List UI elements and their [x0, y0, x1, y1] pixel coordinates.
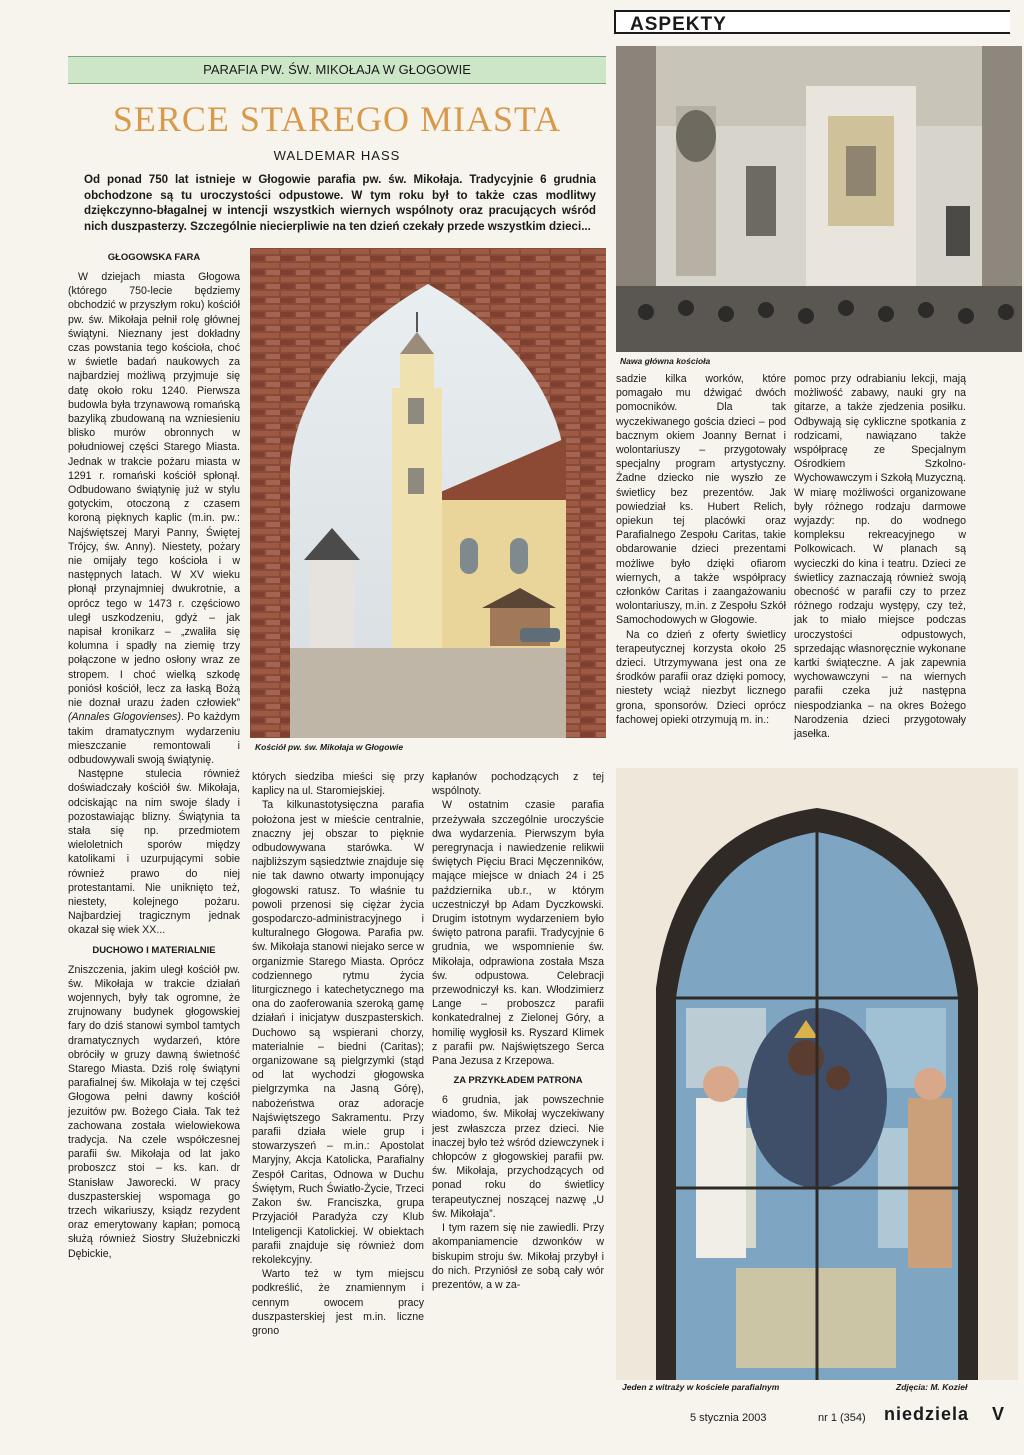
paragraph: których siedziba mieści się przy kaplicy na ul. Staromiejskiej.: [252, 771, 424, 798]
footer-magazine: niedziela: [884, 1404, 970, 1424]
parish-bar: PARAFIA PW. ŚW. MIKOŁAJA W GŁOGOWIE: [68, 56, 606, 84]
paragraph: kapłanów pochodzących z tej wspólnoty.: [432, 771, 604, 798]
stained-glass-image: [616, 768, 1018, 1380]
footer-page: V: [992, 1404, 1006, 1424]
church-exterior-photo: [250, 248, 606, 738]
column-1: [68, 245, 240, 1261]
paragraph: sadzie kilka worków, które pomagało mu dźwigać dwóch pomocników. Dla tak wyczekiwanego gościa dzieci – pod bacznym okiem Joanny Bernat i wolontariuszy – przygotowały specjalny program artystyczny. Żadne dziecko nie wyszło ze świetlicy bez prezentów. Jak powiedział ks. Hubert Relich, opiekun tej placówki oraz Parafialnego Zespołu Caritas, takie obdarowanie dzieci prezentami możliwe było dzięki ofiarom wiernych, a także współpracy członków Caritas i zaangażowaniu wolontariuszy, m.in. z Zespołu Szkół Samochodowych w Głogowie.: [616, 373, 786, 627]
stained-glass-photo: [616, 768, 1018, 1380]
paragraph: Zniszczenia, jakim uległ kościół pw. św. Mikołaja w trakcie działań wojennych, były tak ogromne, że zrujnowany budynek głogowskiej fary do dziś stanowi symbol tamtych dramatycznych wydarzeń, które obróciły w gruzy dawną świetność Starego Miasta. Dziś rolę świątyni parafialnej św. Mikołaja w tej części Głogowa pełni dawny kościół jezuitów pw. Bożego Ciała. Tak też zachowana została wielowiekowa tradycja. Na czele współczesnej parafii św. Mikołaja od lat jako proboszcz stoi – ks. kan. dr Stanisław Jaworecki. W pracy duszpasterskiej wspomaga go trzech wikariuszy, ksiądz rezydent oraz emerytowany kapłan; pomocą służą również Siostry Służebniczki Dębickie,: [68, 963, 240, 1260]
footer-issue: nr 1 (354): [818, 1412, 866, 1424]
paragraph: Ta kilkunastotysięczna parafia położona jest w mieście centralnie, znaczny jej obszar to pięknie odbudowywana starówka. W najbliższym sąsiedztwie znajduje się nie tak dawno otwarty imponujący głogowski ratusz. To właśnie tu powoli przenosi się ciężar życia gospodarczo-administracyjnego i kulturalnego Głogowa. Parafia pw. św. Mikołaja stanowi niejako serce w organizmie Starego Miasta. Oprócz codziennego rytmu życia liturgicznego i katechetycznego ma ona do zaoferowania szeroką gamę działań i inicjatyw duszpasterskich. Duchowo są wspierani chorzy, materialnie – biedni (Caritas); organizowane są pielgrzymki (stąd od lat wychodzi głogowska pielgrzymka na Jasną Górę), nabożeństwa oraz adoracje Najświętszego Sakramentu. Przy parafii działa wiele grup i stowarzyszeń – m.in.: Apostolat Maryjny, Akcja Katolicka, Parafialny Zespół Caritas, Odnowa w Duchu Świętym, Ruch Światło-Życie, Trzeci Zakon św. Franciszka, grupa Przyjaciół Paradyża czy Klub Inteligencji Katolickiej. W obiektach parafii znajduje się również dom rekolekcyjny.: [252, 799, 424, 1266]
nave-photo: [616, 46, 1022, 352]
author-byline: WALDEMAR HASS: [273, 148, 401, 163]
paragraph: W ostatnim czasie parafia przeżywała szczególnie uroczyście dwa wydarzenia. Pierwszym była peregrynacja i nawiedzenie relikwii świętych Pięciu Braci Męczenników, mające miejsce w dniach 24 i 25 października ub.r., w którym uczestniczył bp Adam Dyczkowski. Drugim istotnym wydarzeniem było święto patrona parafii. Tradycyjnie 6 grudnia, we wspomnienie św. Mikołaja, odprawiona została Msza św. odpustowa. Celebracji przewodniczył ks. kan. Włodzimierz Lange – proboszcz parafii konkatedralnej z Zielonej Góry, a homilię wygłosił ks. Ryszard Klimek z parafii pw. Najświętszego Serca Pana Jezusa z Krzepowa.: [432, 799, 604, 1068]
photo-credit: Zdjęcia: M. Kozieł: [896, 1382, 968, 1392]
paragraph: Na co dzień z oferty świetlicy terapeutycznej korzysta około 25 dzieci. Utrzymywana jest ona ze środków parafii oraz dzięki pomocy, niestety wciąż niezbyt licznego grona, sponsorów. Dzieci oprócz fachowej opieki otrzymują m. in.:: [616, 628, 786, 726]
column-4: [616, 372, 786, 727]
paragraph: Warto też w tym miejscu podkreślić, że znamiennym i cennym owocem pracy duszpasterskiej jest m.in. liczne grono: [252, 1268, 424, 1337]
subhead-duchowo: DUCHOWO I MATERIALNIE: [92, 944, 216, 956]
article-lead: Od ponad 750 lat istnieje w Głogowie parafia pw. św. Mikołaja. Tradycyjnie 6 grudnia obchodzone są tu uroczystości odpustowe. W tym roku był to także czas modlitwy dziękczynno-błagalnej w intencji wszystkich wiernych wspólnoty oraz pracujących wśród nich duszpasterzy. Szczególnie niecierpliwie na ten dzień czekały przede wszystkim dzieci...: [84, 173, 596, 233]
column-2: [252, 770, 424, 1338]
column-3: [432, 770, 604, 1292]
paragraph: Następne stulecia również doświadczały kościół św. Mikołaja, odciskając na nim swoje ślady i pozostawiając blizny. Świątynia ta stała się np. przedmiotem wieloletnich sporów między katolikami i uzurpującymi sobie również prawo do niej protestantami. Nie uniknięto też, niestety, kolejnego pożaru. Najbardziej tragicznym jednak okazał się wiek XX...: [68, 768, 240, 937]
column-5: [794, 372, 966, 741]
paragraph: I tym razem się nie zawiedli. Przy akompaniamencie dzwonków w biskupim stroju św. Mikołaj przybył i do nich. Przyniósł ze sobą cały wór prezentów, a w za-: [432, 1222, 604, 1291]
caption-stained-glass: Jeden z witraży w kościele parafialnym: [622, 1382, 780, 1392]
paragraph: W dziejach miasta Głogowa (którego 750-lecie będziemy obchodzić w przyszłym roku) kościół pw. św. Mikołaja pełnił rolę głównej świątyni. Nieznany jest dokładny czas powstania tego kościoła, choć w świetle badań naukowych za najbardziej możliwą przyjmuje się datę około roku 1240. Pierwsza budowla była trzynawową romańską bazyliką zbudowaną na wzniesieniu blisko murów obronnych w południowej części Starego Miasta. Jednak w trakcie pożaru miasta w 1291 r. romański kościół spłonął. Odbudowano świątynię już w stylu gotyckim, otoczoną z czasem koroną pięknych kaplic (m.in. pw.: Najświętszej Maryi Panny, Świętej Trójcy, św. Anny). Niestety, pożary nie omijały tego kościoła i w następnych latach. W XV wieku płonął przynajmniej dwukrotnie, a oprócz tego w 1473 r. częściowo uległ uszkodzeniu, gdyż – jak napisał kronikarz – „zwaliła się kolumna i spadły na ziemię trzy połączone w jedno osłony wraz ze stropem. I choć wielką szkodę poniósł kościół, lecz za łaską Bożą nie doznał urazu żaden człowiek” (Annales Glogovienses). Po każdym takim dramatycznym wydarzeniu mieszczanie remontowali i odbudowywali swoją świątynię.: [68, 271, 240, 766]
paragraph: pomoc przy odrabianiu lekcji, mają możliwość zabawy, nauki gry na gitarze, a także zjedzenia posiłku. Odbywają się cykliczne spotkania z rodzicami, nawiązano także współpracę ze Specjalnym Ośrodkiem Szkolno-Wychowawczym i Szkołą Muzyczną. W miarę możliwości organizowane były różnego rodzaju darmowe wyjazdy: np. do wodnego kompleksu rekreacyjnego w Polkowicach. W planach są wycieczki do kina i teatru. Dzieci ze świetlicy zaznaczają również swoją obecność w parafii czy to przez różnego rodzaju występy, czy też, jak to miało miejsce podczas uroczystości odpustowych, sprzedając własnoręcznie wykonane kartki świąteczne. A jak zapewnia wychowawczyni – na wiernych parafii czeka już następna niespodzianka – na okres Bożego Narodzenia dzieci przygotowały jasełka.: [794, 373, 966, 741]
caption-church-exterior: Kościół pw. św. Mikołaja w Głogowie: [255, 742, 404, 752]
subhead-za-przykladem: ZA PRZYKŁADEM PATRONA: [453, 1075, 583, 1087]
church-exterior-image: [250, 248, 606, 738]
subhead-glogowska-fara: GŁOGOWSKA FARA: [107, 252, 201, 263]
caption-nave: Nawa główna kościoła: [620, 356, 711, 366]
section-tag: ASPEKTY: [614, 10, 1010, 34]
article-title: SERCE STAREGO MIASTA: [112, 99, 562, 139]
paragraph: 6 grudnia, jak powszechnie wiadomo, św. Mikołaj wyczekiwany jest zwłaszcza przez dzieci. Nie inaczej było też wśród dziewczynek i chłopców z głogowskiej parafii pw. św. Mikołaja, przychodzących od ponad roku do świetlicy terapeutycznej noszącej nazwę „U św. Mikołaja”.: [432, 1094, 604, 1220]
footer-date: 5 stycznia 2003: [690, 1412, 767, 1424]
nave-image: [616, 46, 1022, 352]
